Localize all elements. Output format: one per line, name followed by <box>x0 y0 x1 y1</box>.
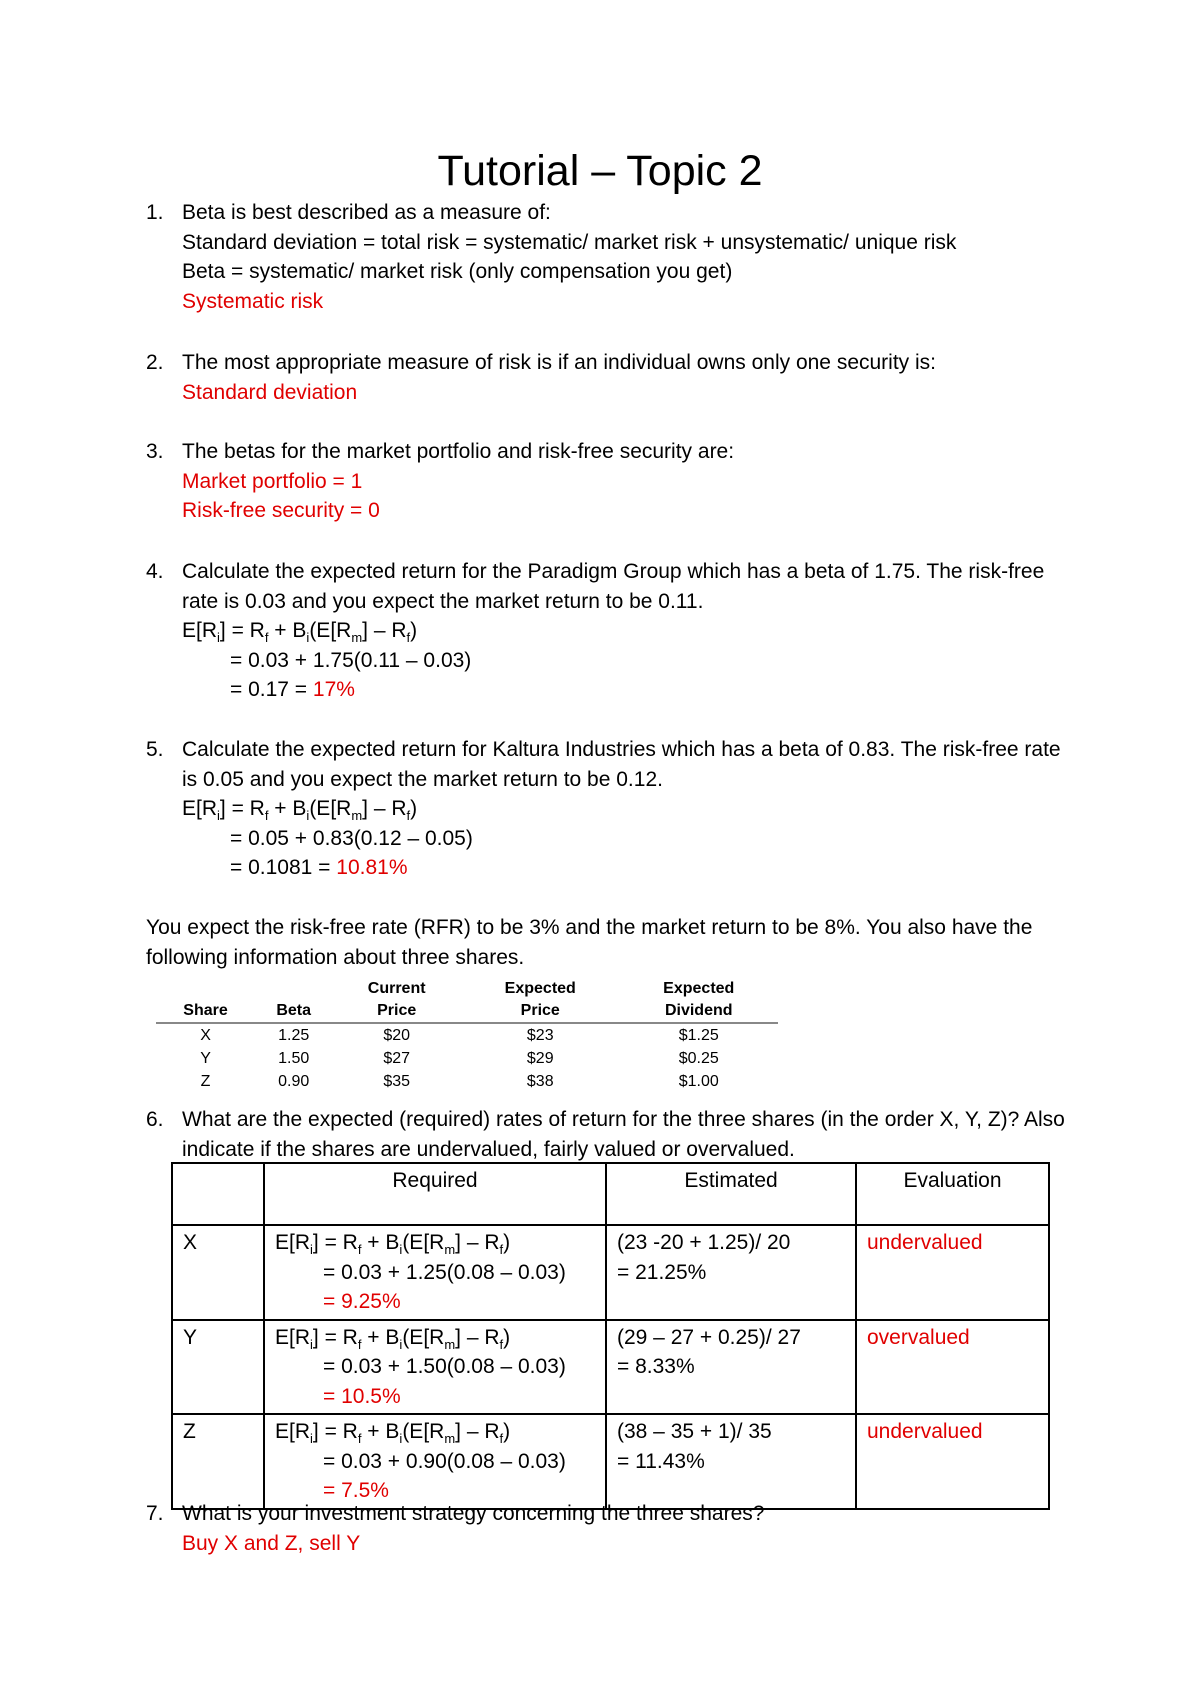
table-header: Required <box>264 1163 606 1225</box>
table-header: Share <box>156 1000 255 1023</box>
capm-formula: $E[R_i] = R_f + B_i(E[R_m] - R_f)$ <box>182 619 418 646</box>
capm-formula: $E[R_i] = R_f + B_i(E[R_m] - R_f)$ <box>182 797 418 824</box>
question-number: 7. <box>146 1502 164 1525</box>
required-cell: $E[R_i] = R_f + B_i(E[R_m] - R_f)$ = 0.03 + 1.50(0.08 – 0.03) = 10.5% <box>264 1320 606 1415</box>
question-number: 1. <box>146 201 164 224</box>
evaluation-cell: overvalued <box>856 1320 1049 1415</box>
table-header: Beta <box>255 1000 332 1023</box>
table-header: Estimated <box>606 1163 856 1225</box>
page-title: Tutorial – Topic 2 <box>437 147 763 195</box>
evaluation-cell: undervalued <box>856 1414 1049 1509</box>
answer-text: 17% <box>312 678 355 701</box>
answer-text: Standard deviation <box>182 380 358 404</box>
question-number: 4. <box>146 560 164 583</box>
answer-text: Market portfolio = 1 <box>182 469 363 493</box>
required-cell: $E[R_i] = R_f + B_i(E[R_m] - R_f)$ = 0.03 + 0.90(0.08 – 0.03) = 7.5% <box>264 1414 606 1509</box>
table-header: Expected <box>504 980 576 997</box>
question-text: What is your investment strategy concerning the three shares? <box>182 1502 765 1525</box>
answer-text: = 10.5% <box>323 1384 401 1408</box>
question-text: Beta is best described as a measure of: <box>182 201 551 224</box>
question-5 <box>146 735 1076 883</box>
estimated-cell: (29 – 27 + 0.25)/ 27 = 8.33% <box>606 1320 856 1415</box>
question-text: Calculate the expected return for the Paradigm Group which has a beta of 1.75. The risk-free rate is 0.03 and you expect the market return to be 0.11. <box>182 560 1045 613</box>
question-6 <box>146 1105 1076 1164</box>
calc-result: = 0.17 = 17% <box>230 678 355 701</box>
question-7 <box>146 1499 1076 1558</box>
share-info-table <box>156 978 778 1093</box>
share-cell: X <box>172 1225 264 1320</box>
question-1 <box>146 198 1076 316</box>
question-number: 2. <box>146 351 164 374</box>
note-line: Standard deviation = total risk = systematic/ market risk + unsystematic/ unique risk <box>182 230 957 254</box>
table-header <box>172 1163 264 1225</box>
table-row: Z 0.90 $35 $38 $1.00 <box>200 1073 719 1090</box>
question-3 <box>146 437 1076 526</box>
estimated-cell: (38 – 35 + 1)/ 35 = 11.43% <box>606 1414 856 1509</box>
share-cell: Y <box>172 1320 264 1415</box>
question-4 <box>146 557 1076 705</box>
table-row: X 1.25 $20 $23 $1.25 <box>200 1027 719 1044</box>
capm-formula: $E[R_i] = R_f + B_i(E[R_m] - R_f)$ <box>275 1231 511 1258</box>
intro-paragraph: You expect the risk-free rate (RFR) to be 3% and the market return to be 8%. You also have the following information about three shares. <box>146 916 1033 969</box>
table-header: Price <box>332 1000 461 1023</box>
table-row: Y 1.50 $27 $29 $0.25 <box>200 1050 719 1067</box>
table-header <box>156 978 255 1000</box>
answer-text: = 9.25% <box>323 1290 401 1313</box>
answer-text: Systematic risk <box>182 289 324 313</box>
table-header <box>255 978 332 1000</box>
question-number: 5. <box>146 738 164 761</box>
table-row <box>172 1414 1049 1509</box>
table-header: Expected <box>663 980 735 997</box>
evaluation-cell: undervalued <box>856 1225 1049 1320</box>
question-number: 3. <box>146 440 164 463</box>
table-header: Price <box>461 1000 619 1023</box>
question-number: 6. <box>146 1108 164 1131</box>
calc-step: = 0.05 + 0.83(0.12 – 0.05) <box>230 826 473 850</box>
required-cell: $E[R_i] = R_f + B_i(E[R_m] - R_f)$ = 0.03 + 1.25(0.08 – 0.03) = 9.25% <box>264 1225 606 1320</box>
answer-text: Risk-free security = 0 <box>182 499 380 522</box>
answer-text: Buy X and Z, sell Y <box>182 1531 361 1555</box>
calc-result: = 0.1081 = 10.81% <box>230 856 408 879</box>
capm-formula: $E[R_i] = R_f + B_i(E[R_m] - R_f)$ <box>275 1325 511 1352</box>
answer-table <box>171 1162 1050 1510</box>
note-line: Beta = systematic/ market risk (only compensation you get) <box>182 260 733 283</box>
table-header: Dividend <box>619 1000 778 1023</box>
question-text: What are the expected (required) rates of return for the three shares (in the order X, Y, Z)? Also indicate if the shares are undervalued, fairly valued or overvalued. <box>182 1108 1065 1161</box>
table-row <box>172 1320 1049 1415</box>
question-2 <box>146 348 1076 407</box>
question-text: The betas for the market portfolio and risk-free security are: <box>182 440 735 463</box>
estimated-cell: (23 -20 + 1.25)/ 20 = 21.25% <box>606 1225 856 1320</box>
question-text: Calculate the expected return for Kaltura Industries which has a beta of 0.83. The risk-free rate is 0.05 and you expect the market return to be 0.12. <box>182 738 1061 791</box>
share-cell: Z <box>172 1414 264 1509</box>
capm-formula: $E[R_i] = R_f + B_i(E[R_m] - R_f)$ <box>275 1420 511 1447</box>
table-row <box>172 1225 1049 1320</box>
answer-text: = 7.5% <box>323 1479 389 1502</box>
calc-step: = 0.03 + 1.75(0.11 – 0.03) <box>230 648 472 672</box>
answer-text: 10.81% <box>336 856 408 879</box>
question-text: The most appropriate measure of risk is if an individual owns only one security is: <box>182 351 937 374</box>
table-header: Current <box>367 980 426 997</box>
table-header: Evaluation <box>856 1163 1049 1225</box>
